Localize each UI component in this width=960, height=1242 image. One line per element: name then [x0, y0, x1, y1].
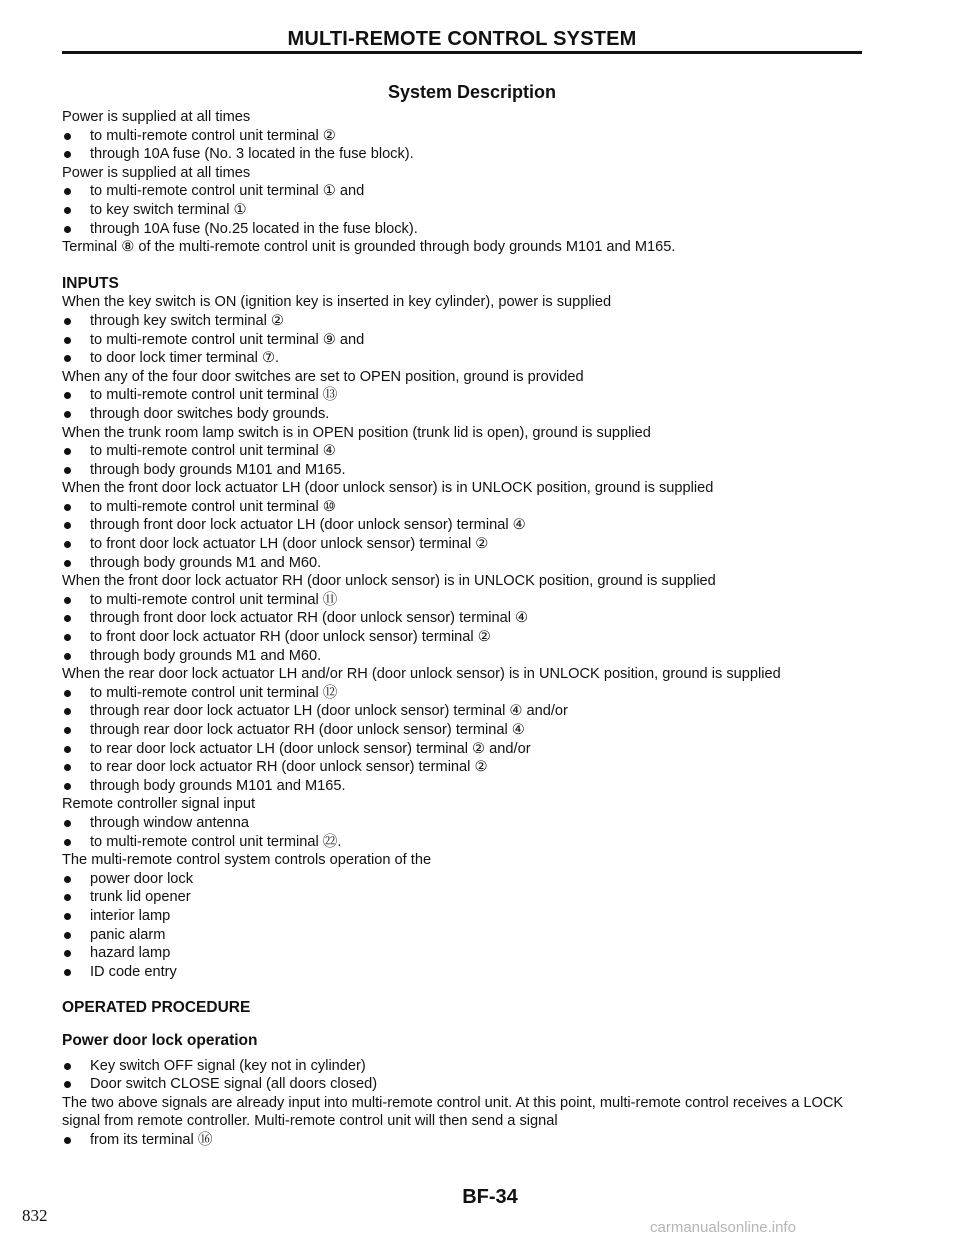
bullet-item: to rear door lock actuator RH (door unlock sensor) terminal ②: [62, 758, 882, 777]
bullet-item: to key switch terminal ①: [62, 201, 882, 220]
paragraph: When any of the four door switches are set to OPEN position, ground is provided: [62, 368, 584, 385]
page-code: BF-34: [462, 1186, 518, 1208]
bullet-item: to multi-remote control unit terminal ②: [62, 127, 882, 146]
paragraph: When the trunk room lamp switch is in OPEN position (trunk lid is open), ground is supplied: [62, 424, 651, 441]
paragraph: Power is supplied at all times: [62, 109, 251, 125]
bullet-item: to multi-remote control unit terminal ⑩: [62, 498, 882, 517]
bullet-item: through body grounds M101 and M165.: [62, 461, 882, 480]
bullet-item: through key switch terminal ②: [62, 312, 882, 331]
bullet-item: to front door lock actuator LH (door unlock sensor) terminal ②: [62, 535, 882, 554]
bullet-item: to multi-remote control unit terminal ④: [62, 442, 882, 461]
bullet-item: to front door lock actuator RH (door unlock sensor) terminal ②: [62, 628, 882, 647]
bullet-item: through front door lock actuator LH (door unlock sensor) terminal ④: [62, 516, 882, 535]
bullet-item: through front door lock actuator RH (door unlock sensor) terminal ④: [62, 609, 882, 628]
paragraph: When the front door lock actuator LH (door unlock sensor) is in UNLOCK position, ground is supplied: [62, 480, 714, 497]
bullet-item: to multi-remote control unit terminal ⑫: [62, 684, 882, 703]
bullet-item: through window antenna: [62, 814, 882, 833]
bullet-item: panic alarm: [62, 926, 882, 945]
bullet-item: to rear door lock actuator LH (door unlock sensor) terminal ② and/or: [62, 740, 882, 759]
bullet-item: Key switch OFF signal (key not in cylinder): [62, 1057, 882, 1076]
bullet-item: from its terminal ⑯: [62, 1131, 882, 1150]
bullet-item: to multi-remote control unit terminal ㉒.: [62, 833, 882, 852]
paragraph: The two above signals are already input into multi-remote control unit. At this point, multi-remote control receives a LOCK signal from remote controller. Multi-remote control unit will then send a signal: [62, 1094, 844, 1130]
subheading: INPUTS: [62, 274, 119, 292]
paragraph: When the rear door lock actuator LH and/or RH (door unlock sensor) is in UNLOCK position, ground is supplied: [62, 666, 781, 683]
bullet-item: to multi-remote control unit terminal ① and: [62, 182, 882, 201]
paragraph: Remote controller signal input: [62, 796, 256, 813]
header-rule: [62, 51, 862, 54]
bullet-item: through door switches body grounds.: [62, 405, 882, 424]
bullet-item: interior lamp: [62, 907, 882, 926]
bullet-item: through rear door lock actuator RH (door unlock sensor) terminal ④: [62, 721, 882, 740]
bullet-item: to multi-remote control unit terminal ⑨ and: [62, 331, 882, 350]
bullet-item: power door lock: [62, 870, 882, 889]
paragraph: The multi-remote control system controls operation of the: [62, 852, 432, 869]
bullet-item: ID code entry: [62, 963, 882, 982]
section-title: System Description: [387, 82, 557, 102]
bullet-item: to multi-remote control unit terminal ⑪: [62, 591, 882, 610]
bullet-item: through body grounds M101 and M165.: [62, 777, 882, 796]
paragraph: Terminal ⑧ of the multi-remote control unit is grounded through body grounds M101 and M165.: [62, 239, 676, 256]
bullet-item: to multi-remote control unit terminal ⑬: [62, 386, 882, 405]
bullet-item: through 10A fuse (No.25 located in the fuse block).: [62, 220, 882, 239]
watermark: carmanualsonline.info: [650, 1219, 796, 1236]
bullet-item: through 10A fuse (No. 3 located in the fuse block).: [62, 145, 882, 164]
subheading: OPERATED PROCEDURE: [62, 999, 251, 1017]
bullet-item: through body grounds M1 and M60.: [62, 554, 882, 573]
spacer: [62, 1018, 882, 1032]
spacer: [62, 981, 882, 999]
paragraph: Power is supplied at all times: [62, 164, 251, 181]
bullet-item: hazard lamp: [62, 944, 882, 963]
page-footer: [0, 1186, 960, 1225]
paragraph: When the front door lock actuator RH (door unlock sensor) is in UNLOCK position, ground is supplied: [62, 573, 716, 590]
page-header-title: MULTI-REMOTE CONTROL SYSTEM: [287, 28, 637, 50]
paragraph: When the key switch is ON (ignition key is inserted in key cylinder), power is supplied: [62, 294, 612, 311]
bullet-item: through body grounds M1 and M60.: [62, 647, 882, 666]
bullet-item: trunk lid opener: [62, 888, 882, 907]
bullet-item: through rear door lock actuator LH (door unlock sensor) terminal ④ and/or: [62, 702, 882, 721]
document-body: [62, 108, 882, 1149]
bullet-item: to door lock timer terminal ⑦.: [62, 349, 882, 368]
spacer: [62, 257, 882, 275]
subheading: Power door lock operation: [62, 1031, 258, 1049]
page-number: 832: [22, 1206, 48, 1225]
bullet-item: Door switch CLOSE signal (all doors closed): [62, 1075, 882, 1094]
